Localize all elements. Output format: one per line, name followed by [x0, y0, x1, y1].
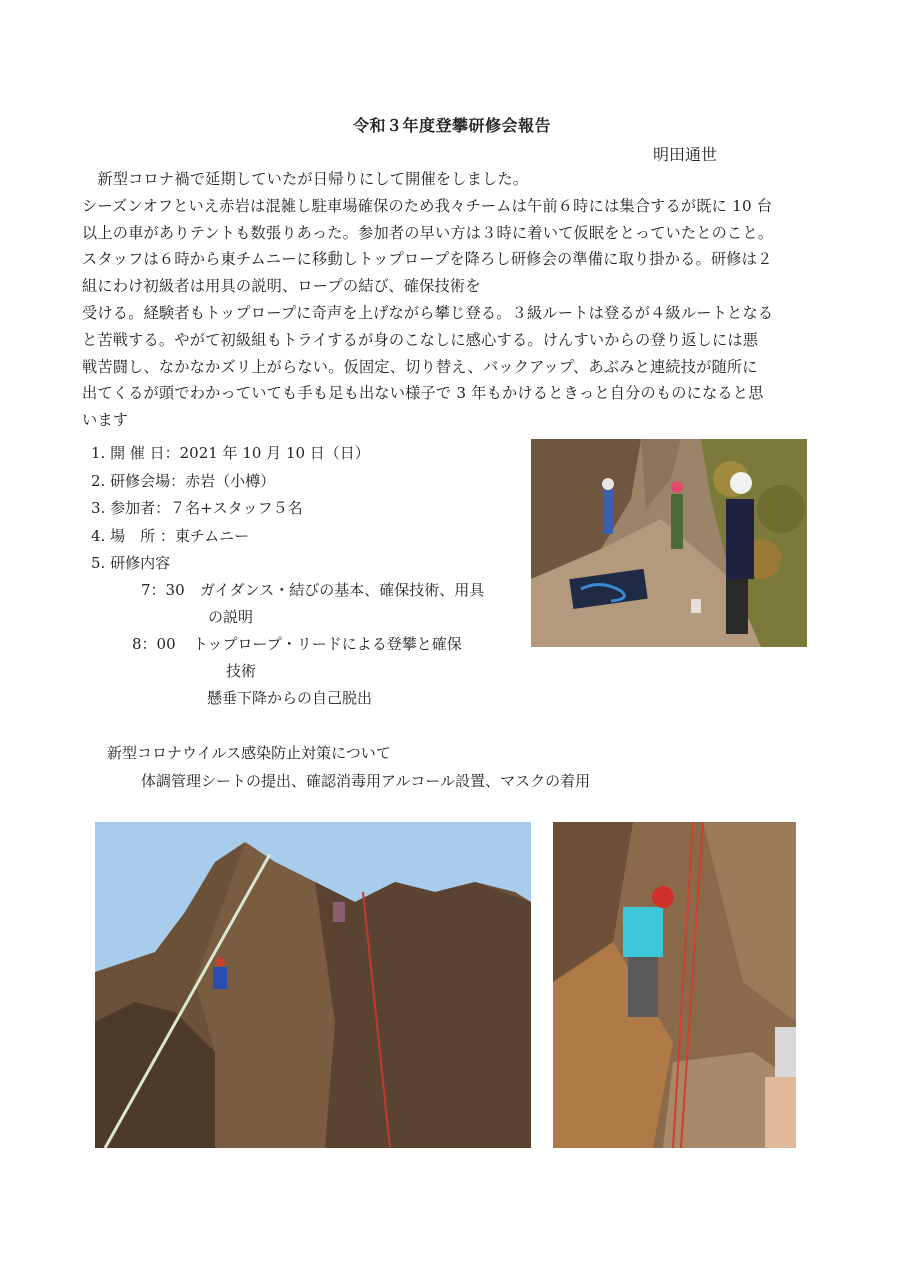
body-line: 戦苦闘し、なかなかズリ上がらない。仮固定、切り替え、バックアップ、あぶみと連続技が随所に	[82, 357, 758, 376]
photo-group-at-base	[531, 439, 807, 647]
report-body	[82, 166, 826, 434]
report-title: 令和３年度登攀研修会報告	[352, 116, 551, 135]
schedule-time-1: 7：30	[141, 581, 185, 599]
list-item-participants: 3. 参加者：７名+スタッフ５名	[91, 499, 303, 517]
schedule-desc-1-cont: の説明	[208, 608, 254, 626]
schedule-time-2: 8：00	[132, 635, 176, 653]
body-line: 新型コロナ禍で延期していたが日帰りにして開催をしました。	[82, 170, 529, 188]
body-line: シーズンオフといえ赤岩は混雑し駐車場確保のため我々チームは午前６時には集合するが既に 10 台	[82, 196, 773, 215]
schedule-desc-2-cont: 技術	[226, 662, 257, 680]
list-item-content: 5. 研修内容	[91, 554, 171, 572]
list-item-venue: 2. 研修会場：赤岩（小樽）	[91, 471, 276, 490]
schedule-desc-2: トップロープ・リードによる登攀と確保	[193, 635, 462, 653]
photo-climbers-on-rock	[95, 822, 531, 1148]
schedule-desc-1: ガイダンス・結びの基本、確保技術、用具	[200, 581, 485, 599]
covid-heading: 新型コロナウイルス感染防止対策について	[107, 744, 391, 762]
author-name: 明田通世	[653, 145, 718, 164]
body-line: 出てくるが頭でわかっていても手も足も出ない様子で 3 年もかけるときっと自分のものになると思	[82, 384, 764, 403]
body-line: 以上の車がありテントも数張りあった。参加者の早い方は３時に着いて仮眠をとっていたとのこと。	[82, 223, 774, 242]
photo-climber-cyan-shirt	[553, 822, 796, 1148]
list-item-location: 4. 場 所 ：東チムニー	[91, 526, 250, 545]
body-line: います	[82, 411, 129, 430]
covid-measures: 体調管理シートの提出、確認消毒用アルコール設置、マスクの着用	[141, 772, 591, 790]
body-line: と苦戦する。やがて初級組もトライするが身のこなしに感心する。けんすいからの登り返しには悪	[82, 330, 759, 349]
schedule-desc-3: 懸垂下降からの自己脱出	[207, 689, 373, 707]
body-line: 組にわけ初級者は用具の説明、ロープの結び、確保技術を	[82, 277, 481, 296]
list-item-date: 1. 開 催 日：2021 年 10 月 10 日（日）	[91, 444, 370, 462]
body-line: スタッフは６時から東チムニーに移動しトップロープを降ろし研修会の準備に取り掛かる。研修は２	[82, 250, 773, 269]
event-details-list	[91, 440, 370, 578]
body-line: 受ける。経験者もトップロープに奇声を上げながら攀じ登る。３級ルートは登るが４級ルートとなる	[82, 303, 774, 322]
